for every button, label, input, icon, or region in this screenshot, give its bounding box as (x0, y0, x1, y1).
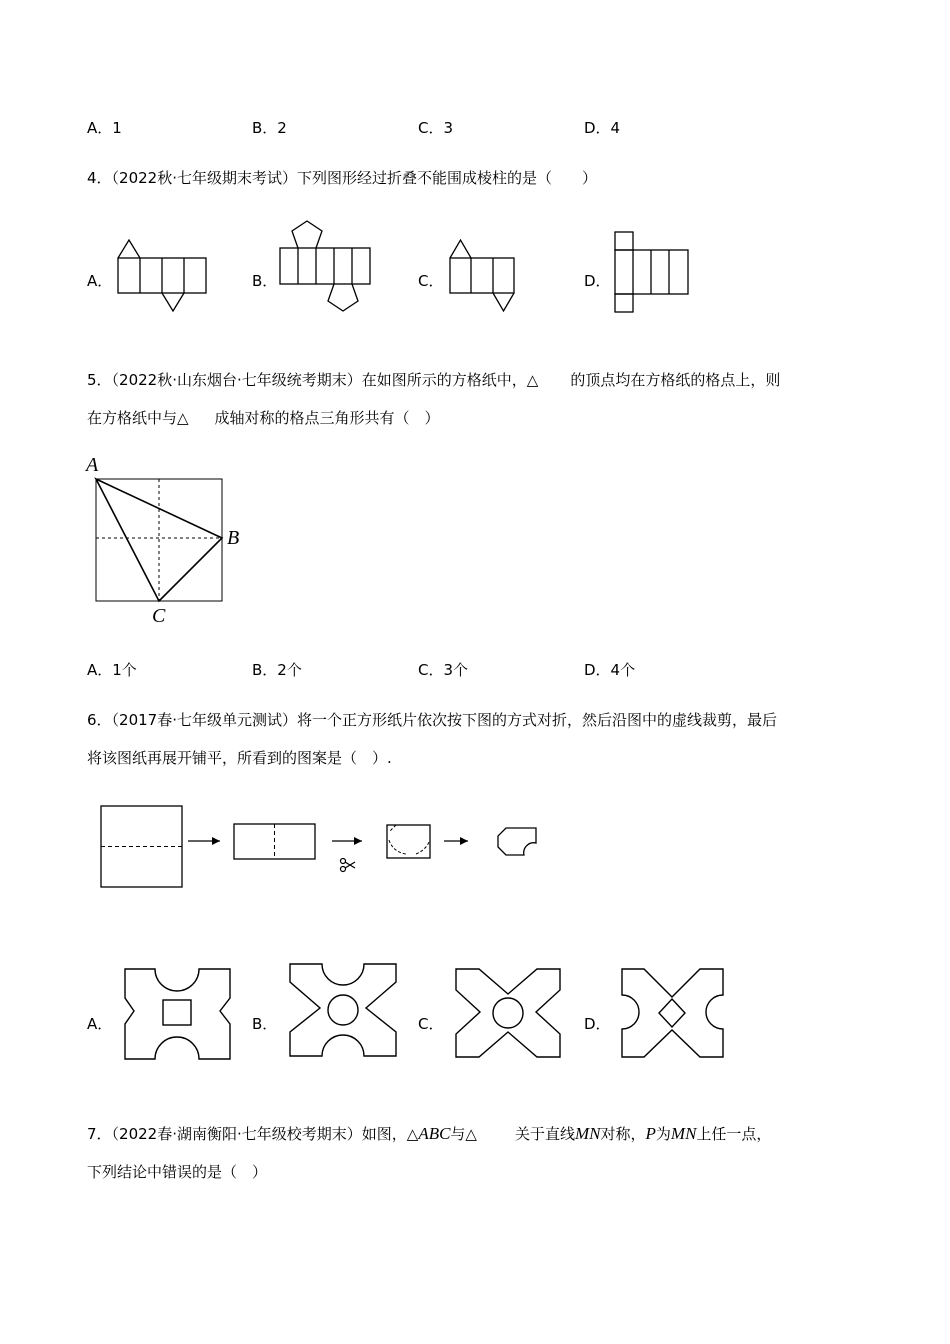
q5-label-a: A (86, 454, 99, 476)
q7-mn-2: MN (670, 1124, 697, 1143)
q5-option-b: B．2个 (252, 661, 302, 679)
q5-stem-line2-a: 在方格纸中与△ (87, 409, 189, 427)
q7-abc: ABC (418, 1124, 451, 1143)
q4-stem: 下列图形经过折叠不能围成棱柱的是（ ） (297, 169, 598, 187)
q7-stem-e: 为 (655, 1125, 671, 1143)
q7-mn-1: MN (574, 1124, 601, 1143)
q4-figure-a (115, 238, 210, 314)
q6-figure-b (286, 960, 401, 1064)
q5-label-c: C (152, 605, 166, 627)
q5-option-a: A．1个 (87, 661, 137, 679)
q6-fold-process (96, 800, 556, 895)
q4-option-b-label: B． (252, 272, 278, 290)
q3-option-a: A．1 (87, 119, 122, 137)
q6-figure-c (452, 965, 567, 1065)
q7-stem-line2: 下列结论中错误的是（ ） (87, 1163, 268, 1181)
q5-stem-part1: 在如图所示的方格纸中，△ (361, 371, 539, 389)
arrow-icon (354, 837, 362, 845)
q4-question (87, 159, 877, 197)
q7-stem-b: 与△ (450, 1125, 477, 1143)
arrow-icon (212, 837, 220, 845)
q6-question (87, 701, 877, 777)
q7-question (87, 1115, 877, 1191)
q4-option-a-label: A． (87, 272, 113, 290)
q6-option-c-label: C． (418, 1015, 444, 1033)
q7-stem-d: 对称， (600, 1125, 646, 1143)
q5-stem-line2-b: 成轴对称的格点三角形共有（ ） (214, 409, 440, 427)
q6-figure-a (120, 965, 235, 1065)
q5-number: 5． (87, 371, 112, 389)
q6-figure-d (618, 965, 733, 1065)
q4-source: （2022秋·七年级期末考试） (111, 169, 297, 187)
q6-number: 6． (87, 711, 112, 729)
q5-grid-figure (80, 452, 260, 632)
q6-option-b-label: B． (252, 1015, 278, 1033)
arrow-icon (460, 837, 468, 845)
q7-p: P (645, 1124, 656, 1143)
q7-stem-c: 关于直线 (514, 1125, 575, 1143)
q3-option-b: B．2 (252, 119, 287, 137)
q6-stem-line2: 将该图纸再展开铺平，所看到的图案是（ ）. (87, 749, 392, 767)
q5-question (87, 361, 877, 437)
q3-option-c: C．3 (418, 119, 454, 137)
q7-number: 7． (87, 1125, 112, 1143)
scissors-icon (341, 859, 356, 872)
q4-figure-c (447, 238, 517, 314)
q3-option-d: D．4 (584, 119, 621, 137)
q6-option-d-label: D． (584, 1015, 611, 1033)
q4-option-c-label: C． (418, 272, 444, 290)
q7-stem-f: 上任一点， (696, 1125, 772, 1143)
q4-option-d-label: D． (584, 272, 611, 290)
q5-option-c: C．3个 (418, 661, 469, 679)
q6-source: （2017春·七年级单元测试） (111, 711, 297, 729)
q7-stem-a: 如图，△ (361, 1125, 419, 1143)
q4-figure-d (612, 230, 692, 316)
q4-figure-b (278, 218, 373, 314)
q7-source: （2022春·湖南衡阳·七年级校考期末） (111, 1125, 362, 1143)
q6-stem-line1: 将一个正方形纸片依次按下图的方式对折，然后沿图中的虚线裁剪，最后 (297, 711, 778, 729)
q5-label-b: B (227, 527, 240, 549)
q5-option-d: D．4个 (584, 661, 636, 679)
q5-stem-part2: 的顶点均在方格纸的格点上，则 (570, 371, 781, 389)
q4-number: 4． (87, 169, 112, 187)
q5-source: （2022秋·山东烟台·七年级统考期末） (111, 371, 362, 389)
q6-option-a-label: A． (87, 1015, 113, 1033)
